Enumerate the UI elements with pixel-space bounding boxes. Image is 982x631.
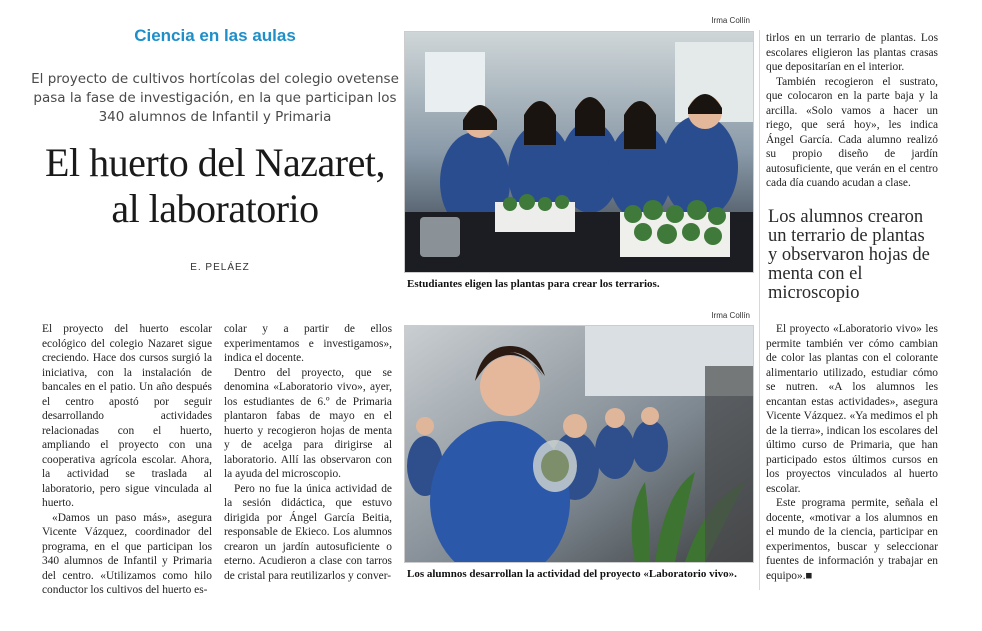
paragraph: tirlos en un terrario de plantas. Los escolares eligieron las plantas crasas que depositarían en el interior. [766,32,938,73]
body-column-1 [42,322,212,598]
photo-image [405,32,753,272]
body-column-3-top [766,31,938,191]
photo-caption: Estudiantes eligen las plantas para crear los terrarios. [407,278,660,290]
paragraph: El proyecto «Laboratorio vivo» les permite también ver cómo cambian de color las plantas con el colorante alimentario utilizado, estudiar cómo se nutren. «A los alumnos les encantan estas actividades», asegura Vicente Vázquez. «Ya medimos el ph de la tierra», indican los escolares del último curso de Primaria, que han participado estos últimos cursos en los proyectos vinculados al huerto escolar. [766,323,938,495]
photo-image [405,326,753,562]
paragraph: El proyecto del huerto escolar ecológico del colegio Nazaret sigue creciendo. Hace dos cursos surgió la iniciativa, con la instalación de bancales en el patio. Un año después el centro apostó por seguir desarrollando actividades relacionadas con el huerto, ampliando el proyecto con una cooperativa agrícola escolar. Ahora, la actividad se traslada al laboratorio, pero sigue vinculada al huerto. [42,323,212,509]
article-headline [30,140,400,232]
paragraph: Dentro del proyecto, que se denomina «Laboratorio vivo», ayer, los estudiantes de 6.º de Primaria plantaron fabas de mayo en el huerto y recogieron hojas de menta y de acelga para dirigirse al laboratorio. Allí las observaron con la ayuda del microscopio. [224,366,392,480]
article-subhead: El proyecto de cultivos hortícolas del colegio ovetense pasa la fase de investigación, en la que participan los 340 alumnos de Infantil y Primaria [31,71,399,125]
photo-microscope-activity [404,325,754,563]
paragraph: También recogieron el sustrato, que colocaron en la parte baja y la arcilla. «Solo vamos a hacer un riego, que será hoy», les indica Ángel García. Cada alumno realizó su propio diseño de jardín autosuficiente, que verán en el centro cada día cuando acudan a clase. [766,75,938,189]
column-divider [759,30,760,590]
byline: E. PELÁEZ [190,262,250,273]
photo-students-plants [404,31,754,273]
paragraph: colar y a partir de ellos experimentamos e investigamos», indica el docente. [224,323,392,364]
paragraph: «Damos un paso más», asegura Vicente Vázquez, coordinador del programa, en el que participan los 340 alumnos de Infantil y Primaria del centro. «Utilizamos como hilo conductor los cultivos del huerto es- [42,511,212,596]
body-column-3-bottom [766,322,938,583]
paragraph: Este programa permite, señala el docente, «motivar a los alumnos en el mundo de la ciencia, participar en experimentos, buscar y seleccionar fuentes de información y trabajar en equipo».■ [766,497,938,582]
photo-credit: Irma Collín [711,311,750,320]
headline-line-2: al laboratorio [111,186,319,231]
photo-credit: Irma Collín [711,16,750,25]
body-column-2 [224,322,392,583]
pull-quote: Los alumnos crearon un terrario de plantas y observaron hojas de menta con el microscopio [768,207,930,303]
section-title: Ciencia en las aulas [134,26,296,45]
headline-line-1: El huerto del Nazaret, [45,140,385,185]
photo-caption: Los alumnos desarrollan la actividad del proyecto «Laboratorio vivo». [407,568,737,580]
paragraph: Pero no fue la única actividad de la sesión didáctica, que estuvo dirigida por Ángel García Beitia, responsable de Ekieco. Los alumnos crearon un jardín autosuficiente o eterno. Acudieron a clase con tarros de cristal para reutilizarlos y conver- [224,482,392,582]
